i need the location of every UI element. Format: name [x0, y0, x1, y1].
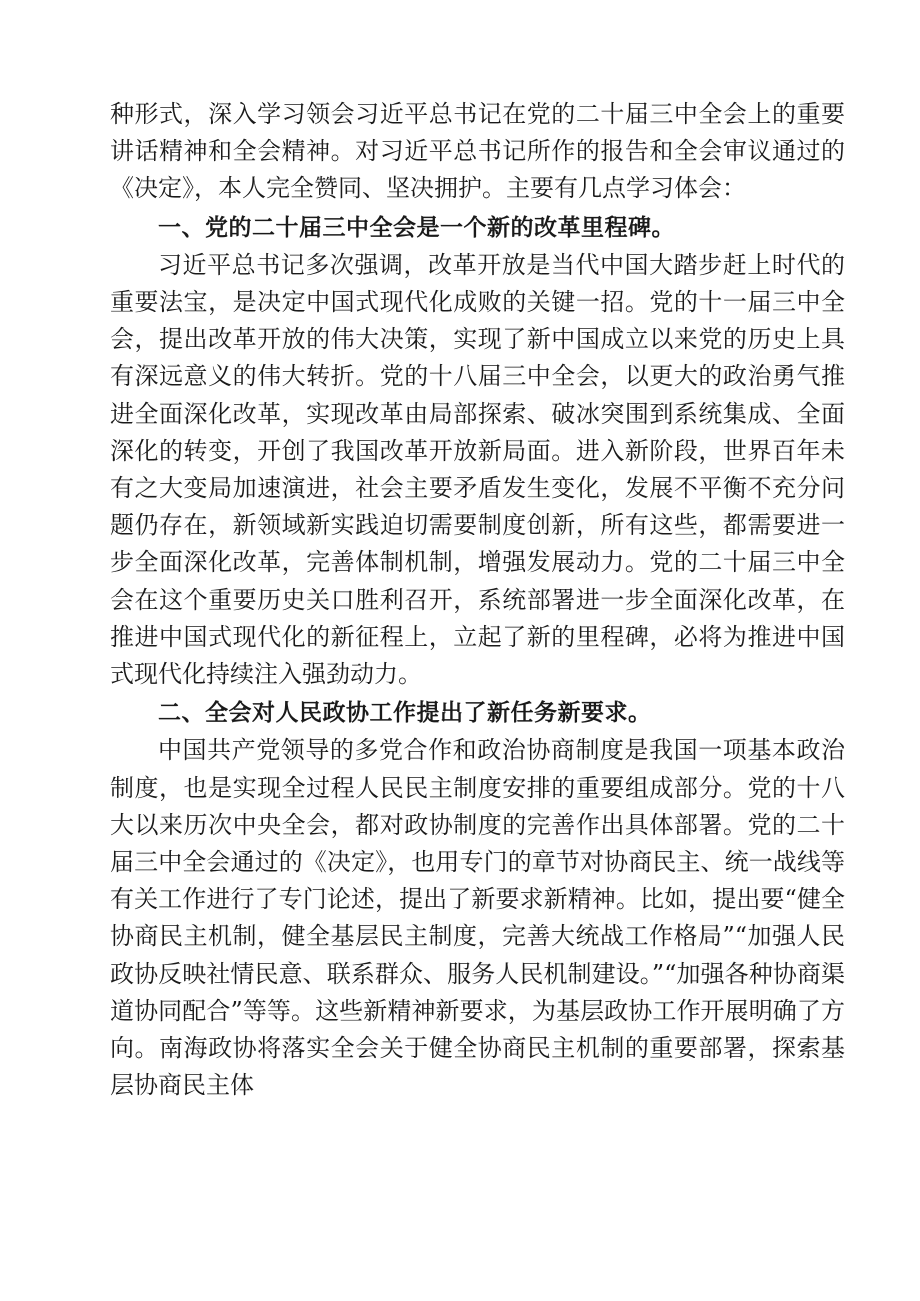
- intro-continuation-paragraph: 种形式，深入学习领会习近平总书记在党的二十届三中全会上的重要讲话精神和全会精神。对习近平总书记所作的报告和全会审议通过的《决定》，本人完全赞同、坚决拥护。主要有几点学习体会：: [110, 100, 845, 203]
- section-heading-1: 一、党的二十届三中全会是一个新的改革里程碑。: [158, 214, 675, 241]
- section-paragraph-1: 习近平总书记多次强调，改革开放是当代中国大踏步赶上时代的重要法宝，是决定中国式现代化成败的关键一招。党的十一届三中全会，提出改革开放的伟大决策，实现了新中国成立以来党的历史上具有深远意义的伟大转折。党的十八届三中全会，以更大的政治勇气推进全面深化改革，实现改革由局部探索、破冰突围到系统集成、全面深化的转变，开创了我国改革开放新局面。进入新阶段，世界百年未有之大变局加速演进，社会主要矛盾发生变化，发展不平衡不充分问题仍存在，新领域新实践迫切需要制度创新，所有这些，都需要进一步全面深化改革，完善体制机制，增强发展动力。党的二十届三中全会在这个重要历史关口胜利召开，系统部署进一步全面深化改革，在推进中国式现代化的新征程上，立起了新的里程碑，必将为推进中国式现代化持续注入强劲动力。: [110, 250, 845, 689]
- document-body: [110, 96, 845, 1104]
- section-paragraph-2: 中国共产党领导的多党合作和政治协商制度是我国一项基本政治制度，也是实现全过程人民民主制度安排的重要组成部分。党的十八大以来历次中央全会，都对政协制度的完善作出具体部署。党的二十届三中全会通过的《决定》，也用专门的章节对协商民主、统一战线等有关工作进行了专门论述，提出了新要求新精神。比如，提出要“健全协商民主机制，健全基层民主制度，完善大统战工作格局”“加强人民政协反映社情民意、联系群众、服务人民机制建设。”“加强各种协商渠道协同配合”等等。这些新精神新要求，为基层政协工作开展明确了方向。南海政协将落实全会关于健全协商民主机制的重要部署，探索基层协商民主体: [110, 736, 845, 1100]
- section-heading-2: 二、全会对人民政协工作提出了新任务新要求。: [158, 700, 652, 727]
